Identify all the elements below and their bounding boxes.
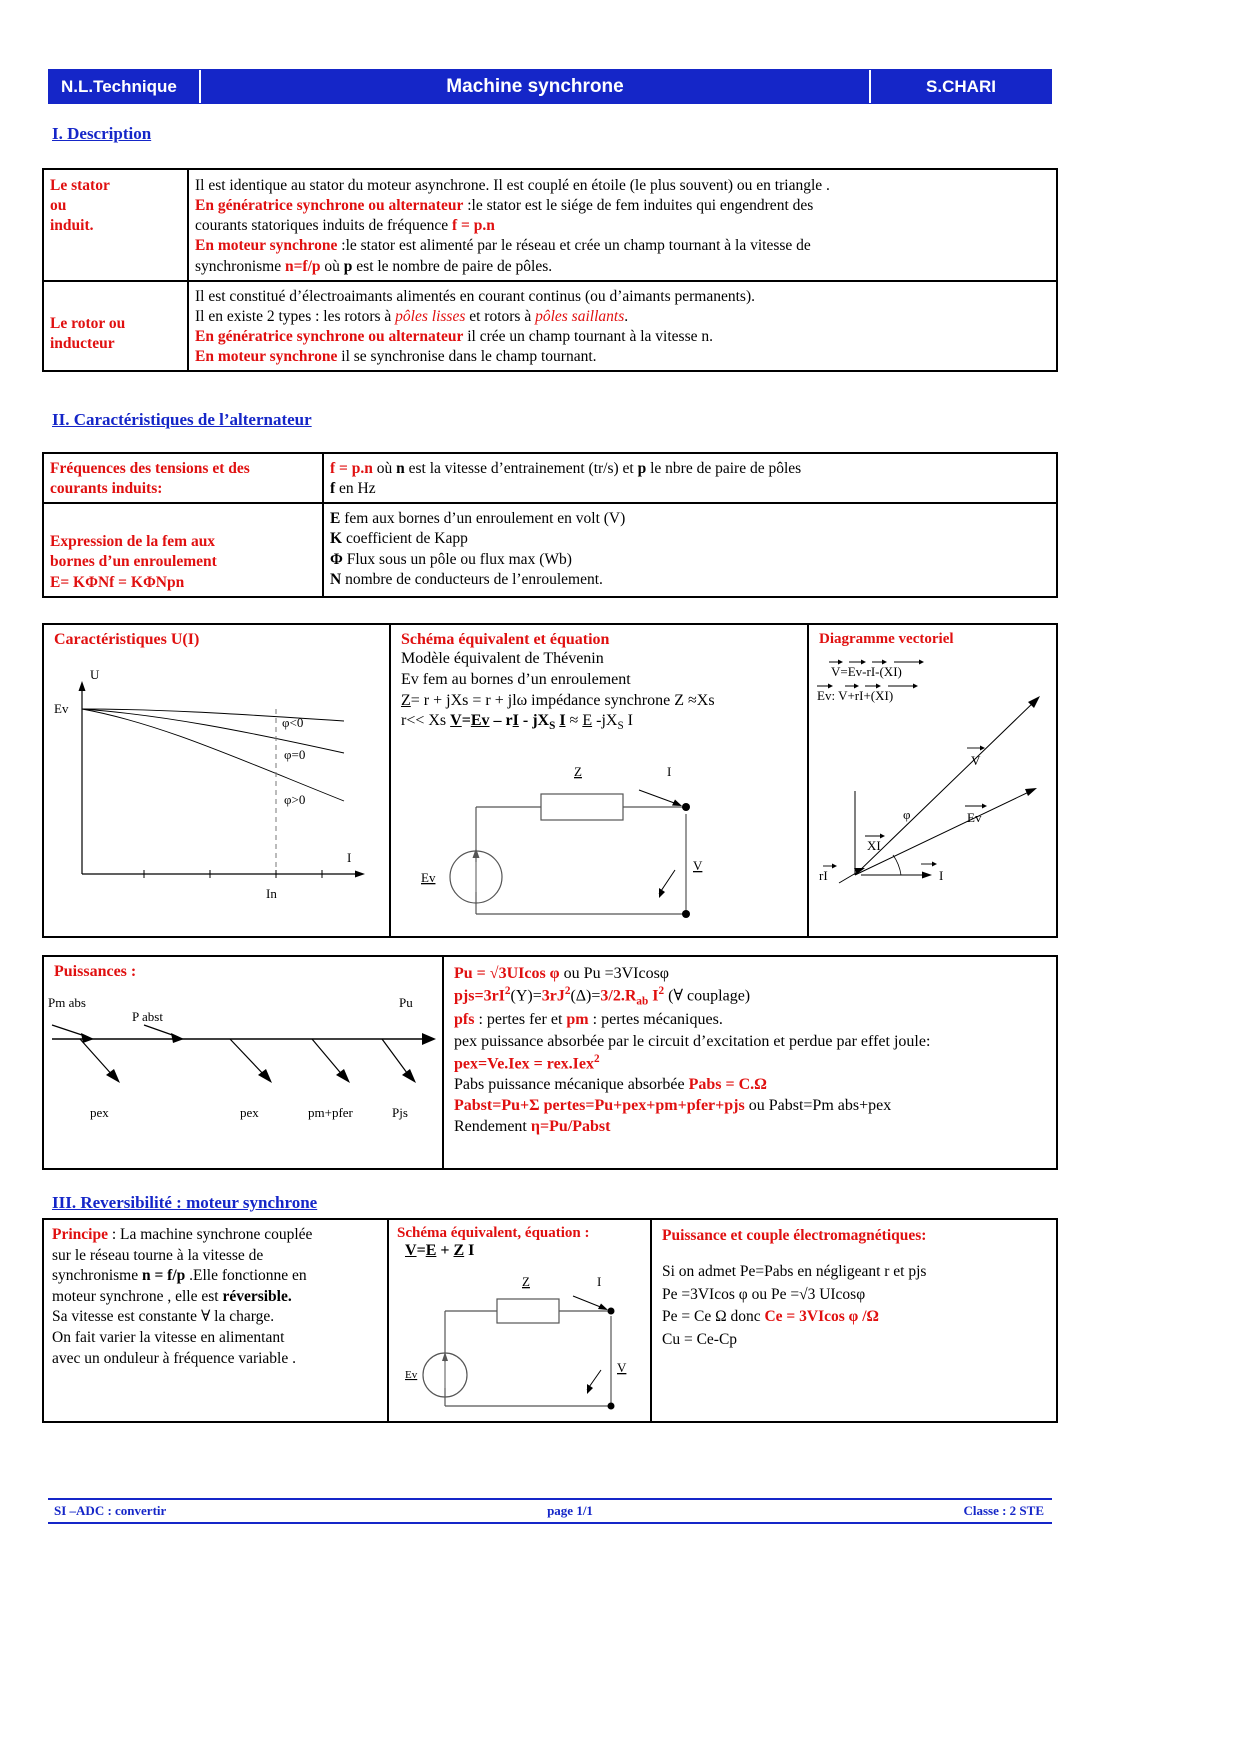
schema-equivalent-panel [389,1220,652,1421]
text-line: En moteur synchrone :le stator est alimenté par le réseau et crée un champ tournant à la vitesse de [195,237,811,255]
panel-title-vectoriel: Diagramme vectoriel [819,631,954,647]
puissances-block [42,955,1058,1170]
table-row [44,282,1056,371]
table-row [44,170,1056,282]
vector-label-i: I [939,868,944,883]
page-title: Machine synchrone [201,70,871,103]
thevenin-circuit-diagram [391,742,809,927]
text-line: f en Hz [330,480,376,498]
text-line: $pjs=3rI^2(Y)=3rJ^2(\Delta)=3/2.R_{ab}$ $I^2$ (∀ couplage) [454,985,751,1008]
vector-label-xi: XI [867,838,881,853]
power-label-pex-2: pex [240,1105,259,1120]
panel-schema-eq-1: Z= r + jXs = r + jlω impédance synchrone Z ≈Xs [401,691,715,709]
puissances-formulas [444,957,1056,1168]
text-line: sur le réseau tourne à la vitesse de [52,1246,264,1264]
text-line: Pe = Ce Ω donc Ce = 3VIcos φ /Ω [662,1308,879,1326]
curve-label-1: φ=0 [284,747,306,762]
text-line: Pabst=Pu+Σ pertes=Pu+pex+pm+pfer+pjs ou Pabst=Pm abs+pex [454,1097,892,1115]
row-label-frequences: Fréquences des tensions et des courants induits: [44,454,324,502]
section-heading-3: III. Reversibilité : moteur synchrone [52,1193,318,1212]
text-line: Pabs puissance mécanique absorbée Pabs = C.Ω [454,1076,767,1094]
text-line: pex puissance absorbée par le circuit d’excitation et perdue par effet joule: [454,1032,931,1050]
header-org: N.L.Technique [49,70,201,103]
panel-title-schema: Schéma équivalent et équation [401,631,610,648]
three-panel-row [42,623,1058,938]
text-line: K coefficient de Kapp [330,530,468,548]
panel-title-puissances: Puissances : [54,963,137,980]
text-line: pex=Ve.Iex = rex.Iex$^2$ [454,1052,600,1072]
axis-label-ev: Ev [54,701,69,716]
power-label-pjs: Pjs [392,1105,408,1120]
text-line: pfs : pertes fer et pm : pertes mécaniques. [454,1011,723,1029]
text-line: Principe : La machine synchrone couplée [52,1226,313,1243]
puissance-couple-panel [652,1220,1056,1421]
row-content-frequences [324,454,1056,502]
text-line: synchronisme n = f/p .Elle fonctionne en [52,1267,307,1285]
table-row [44,454,1056,504]
text-line: Cu = Ce-Cp [662,1330,738,1348]
text-line: En génératrice synchrone ou alternateur :le stator est le siége de fem induites qui engendrent des [195,197,814,215]
alternator-table [42,452,1058,598]
panel-title-ui: Caractéristiques U(I) [54,631,200,648]
power-label-pabst: P abst [132,1009,163,1024]
x-marker-in: In [266,886,277,901]
text-line: E fem aux bornes d’un enroulement en volt (V) [330,510,626,528]
row-label-fem: Expression de la fem aux bornes d’un enroulement E= KΦNf = KΦNpn [44,504,324,595]
power-flow-panel [44,957,444,1168]
row-label-rotor: Le rotor ou inducteur [44,282,189,371]
vector-label-ri: rI [819,868,828,883]
text-line: Pe =3VIcos φ ou Pe =√3 UIcosφ [662,1285,866,1303]
row-content-stator [189,170,1056,280]
vector-eq-1: Ev: V+rI+(XI) [817,688,894,703]
vector-diagram [809,648,1058,926]
power-label-pmpfer: pm+pfer [308,1105,353,1120]
text-line: synchronisme n=f/p où p est le nombre de paire de pôles. [195,257,553,275]
header-author: S.CHARI [926,76,996,96]
description-table [42,168,1058,372]
label-z: Z [574,764,582,780]
text-line: On fait varier la vitesse en alimentant [52,1329,285,1347]
page-header-banner [48,69,1052,104]
text-line: Il est constitué d’électroaimants alimentés en courant continus (ou d’aimants permanents). [195,287,755,305]
section-heading-1: I. Description [52,124,152,143]
footer-left: SI –ADC : convertir [54,1503,167,1518]
label-ev: Ev [421,870,436,886]
panel-schema-line-0: Modèle équivalent de Thévenin [401,650,604,667]
curve-label-2: φ>0 [284,792,306,807]
text-line: Rendement η=Pu/Pabst [454,1118,611,1136]
section3-equation: V=E + Z I [405,1242,475,1259]
panel-caracteristiques-ui [44,625,389,936]
text-line: En moteur synchrone il se synchronise dans le champ tournant. [195,348,597,366]
panel-title-puissance-couple: Puissance et couple électromagnétiques: [662,1227,927,1244]
panel-schema-equivalent [389,625,807,936]
power-label-pu: Pu [399,995,413,1010]
curve-label-0: φ<0 [282,715,304,730]
text-line: avec un onduleur à fréquence variable . [52,1349,296,1367]
axis-label-u: U [90,667,100,682]
section-heading-2: II. Caractéristiques de l’alternateur [52,410,312,429]
text-line: En génératrice synchrone ou alternateur il crée un champ tournant à la vitesse n. [195,327,713,345]
text-line: moteur synchrone , elle est réversible. [52,1287,292,1305]
row-content-fem [324,504,1056,595]
text-line: courants statoriques induits de fréquence f = p.n [195,217,495,235]
power-label-pex-1: pex [90,1105,109,1120]
panel-schema-eq-2: r<< Xs V=Ev – rI - $jX_S$ I ≈ E $-jX_S$ I [401,712,633,733]
label-i-3: I [597,1274,602,1289]
power-flow-diagram [44,981,442,1156]
text-line: N nombre de conducteurs de l’enroulement. [330,570,603,588]
text-line: Sa vitesse est constante ∀ la charge. [52,1308,275,1326]
ui-characteristic-chart [44,649,389,924]
panel-title-schema-3: Schéma équivalent, équation : [397,1225,590,1241]
text-line: Φ Flux sous un pôle ou flux max (Wb) [330,550,572,568]
footer-center: page 1/1 [547,1503,593,1518]
text-line: Il est identique au stator du moteur asynchrone. Il est couplé en étoile (le plus souvent) ou en triangle . [195,177,830,194]
vector-label-v: V [971,753,981,768]
page-footer [48,1498,1052,1524]
row-label-stator: Le stator ou induit. [44,170,189,280]
axis-label-i: I [347,850,352,865]
label-ev-3: Ev [405,1369,418,1381]
label-v: V [693,858,703,874]
footer-right: Classe : 2 STE [963,1503,1044,1518]
vector-label-ev: Ev [967,810,982,825]
section3-circuit-diagram [397,1266,652,1416]
vector-label-phi: φ [903,807,911,822]
panel-diagramme-vectoriel [807,625,1056,936]
label-v-3: V [617,1360,627,1375]
row-content-rotor [189,282,1056,371]
text-line: f = p.n où n est la vitesse d’entrainement (tr/s) et p le nbre de paire de pôles [330,460,802,477]
vector-eq-0: V=Ev-rI-(XI) [831,664,902,679]
text-line: Si on admet Pe=Pabs en négligeant r et pjs [662,1263,927,1281]
table-row [44,504,1056,595]
panel-schema-line-1: Ev fem au bornes d’un enroulement [401,670,631,688]
power-label-pmabs: Pm abs [48,995,86,1010]
text-line: Pu = √3UIcos φ ou Pu =3VIcosφ [454,965,670,982]
section3-block [42,1218,1058,1423]
principe-panel [44,1220,389,1421]
label-i: I [667,764,672,780]
label-z-3: Z [522,1274,530,1289]
text-line: Il en existe 2 types : les rotors à pôles lisses et rotors à pôles saillants. [195,307,629,325]
